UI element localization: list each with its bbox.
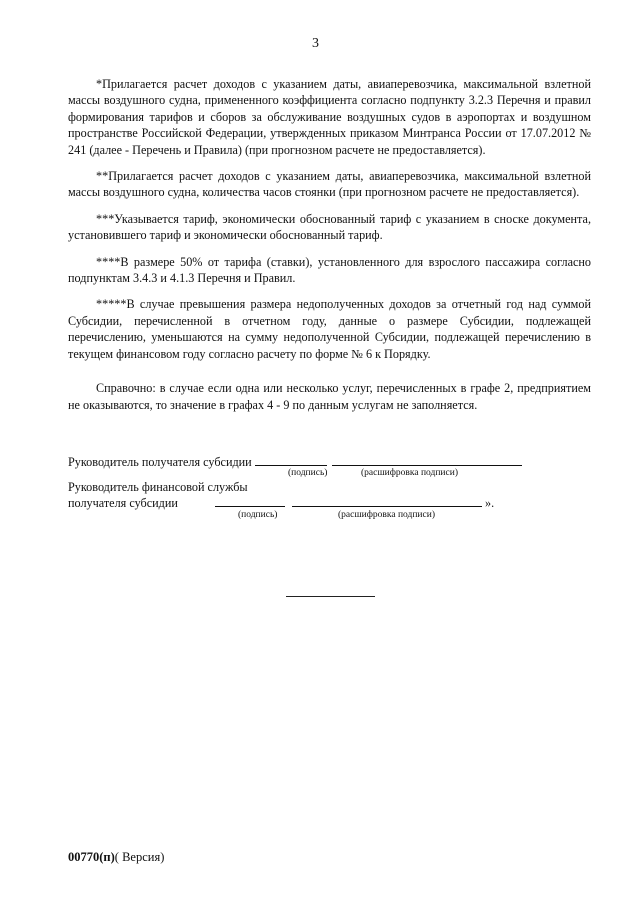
head-signature-caption: (подпись): [288, 468, 328, 478]
page-number: 3: [312, 36, 319, 51]
footnote-1: *Прилагается расчет доходов с указанием даты, авиаперевозчика, максимальной взлетной массы воздушного судна, примененного коэффициента согласно подпункту 3.2.3 Перечня и правил формирования тарифов и сборов за обслуживание воздушных судов в аэропортах и воздушном пространстве Российской Федерации, утвержденных приказом Минтранса России от 17.07.2012 № 241 (далее - Перечень и Правила) (при прогнозном расчете не предоставляется).: [68, 77, 591, 157]
finance-signature-caption: (подпись): [238, 510, 278, 520]
finance-signature-label-1: Руководитель финансовой службы: [68, 480, 248, 494]
reference-note: Справочно: в случае если одна или несколько услуг, перечисленных в графе 2, предприятием не оказываются, то значение в графах 4 - 9 по данным услугам не заполняется.: [68, 381, 591, 412]
footnotes-section: [68, 76, 591, 423]
finance-decoding-caption: (расшифровка подписи): [338, 510, 435, 520]
finance-signature-label-2: получателя субсидии: [68, 496, 178, 510]
footnote-3: ***Указывается тариф, экономически обоснованный тариф с указанием в сноске документа, установившего тариф и экономически обоснованный тариф.: [68, 211, 591, 243]
document-footer: [68, 850, 164, 865]
footnote-2: **Прилагается расчет доходов с указанием даты, авиаперевозчика, максимальной взлетной массы воздушного судна, количества часов стоянки (при прогнозном расчете не предоставляется).: [68, 169, 591, 200]
closing-quote-mark: ».: [485, 496, 495, 510]
footnote-5: *****В случае превышения размера недополученных доходов за отчетный год над суммой Субсидии, перечисленной в отчетном году, данные о размере Субсидии, подлежащей перечислению, уменьшаются на сумму недополученной Субсидии, подлежащей перечислению в текущем финансовом году согласно расчету по форме № 6 к Порядку.: [68, 297, 591, 361]
document-code: 00770(п): [68, 850, 115, 864]
finance-signature-line: [215, 495, 285, 507]
finance-decoding-line: [292, 495, 482, 507]
head-decoding-caption: (расшифровка подписи): [361, 468, 458, 478]
finance-signature-row: [68, 495, 494, 511]
footnote-4: ****В размере 50% от тарифа (ставки), установленного для взрослого пассажира согласно подпунктам 3.4.3 и 4.1.3 Перечня и Правил.: [68, 254, 591, 286]
end-divider: [286, 596, 375, 597]
head-signature-line: [255, 454, 327, 466]
document-version: ( Версия): [114, 850, 165, 864]
head-signature-label: Руководитель получателя субсидии: [68, 455, 252, 469]
head-decoding-line: [332, 454, 522, 466]
